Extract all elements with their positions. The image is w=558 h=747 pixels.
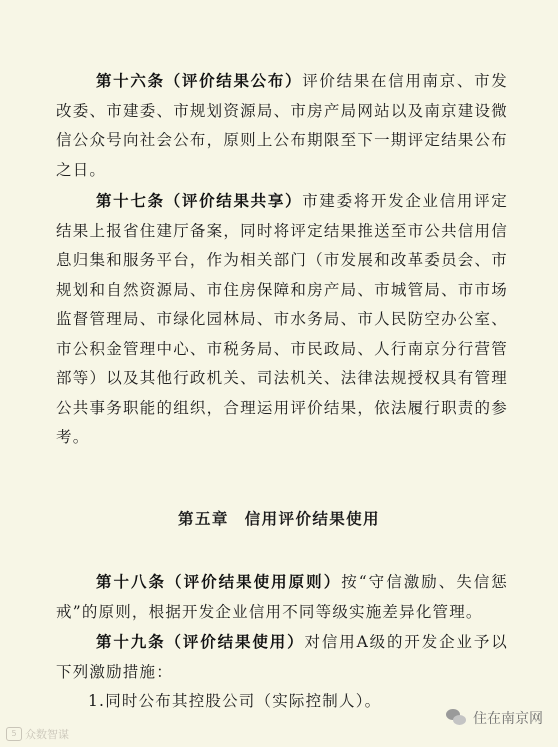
- article-17-body: 市建委将开发企业信用评定结果上报省住建厅备案，同时将评定结果推送至市公共信用信息归集和服务平台，作为相关部门（市发展和改革委员会、市规划和自然资源局、市住房保障和房产局、市城管局、市市场监督管理局、市绿化园林局、市水务局、市人民防空办公室、市公积金管理中心、市税务局、市民政局、人行南京分行营管部等）以及其他行政机关、司法机关、法律法规授权具有管理公共事务职能的组织，合理运用评价结果，依法履行职责的参考。: [56, 192, 509, 446]
- watermark-left-text: 众数智谋: [25, 728, 69, 741]
- article-17-heading: 第十七条（评价结果共享）: [96, 191, 303, 210]
- chapter-heading: [0, 507, 558, 529]
- article-19: [56, 627, 508, 687]
- article-17: [56, 186, 508, 453]
- chapter-number: 第五章: [178, 510, 229, 528]
- article-16-heading: 第十六条（评价结果公布）: [96, 71, 303, 90]
- source-watermark-left: [6, 726, 69, 742]
- source-watermark-right: [446, 708, 543, 728]
- watermark-logo-icon: 5: [6, 727, 22, 741]
- article-16: [56, 66, 508, 185]
- article-19-body: 对信用A级的开发企业予以下列激励措施：: [56, 633, 508, 681]
- article-18-body: 按“守信激励、失信惩戒”的原则，根据开发企业信用不同等级实施差异化管理。: [56, 573, 508, 621]
- list-item: 1.同时公布其控股公司（实际控制人）。: [88, 692, 382, 710]
- article-19-heading: 第十九条（评价结果使用）: [96, 632, 305, 651]
- chapter-title: 信用评价结果使用: [244, 510, 380, 528]
- article-18: [56, 567, 508, 627]
- watermark-right-text: 住在南京网: [473, 711, 543, 727]
- article-16-body: 评价结果在信用南京、市发改委、市建委、市规划资源局、市房产局网站以及南京建设微信公众号向社会公布，原则上公布期限至下一期评定结果公布之日。: [56, 72, 509, 179]
- wechat-icon: [446, 709, 468, 727]
- article-18-heading: 第十八条（评价结果使用原则）: [96, 572, 342, 591]
